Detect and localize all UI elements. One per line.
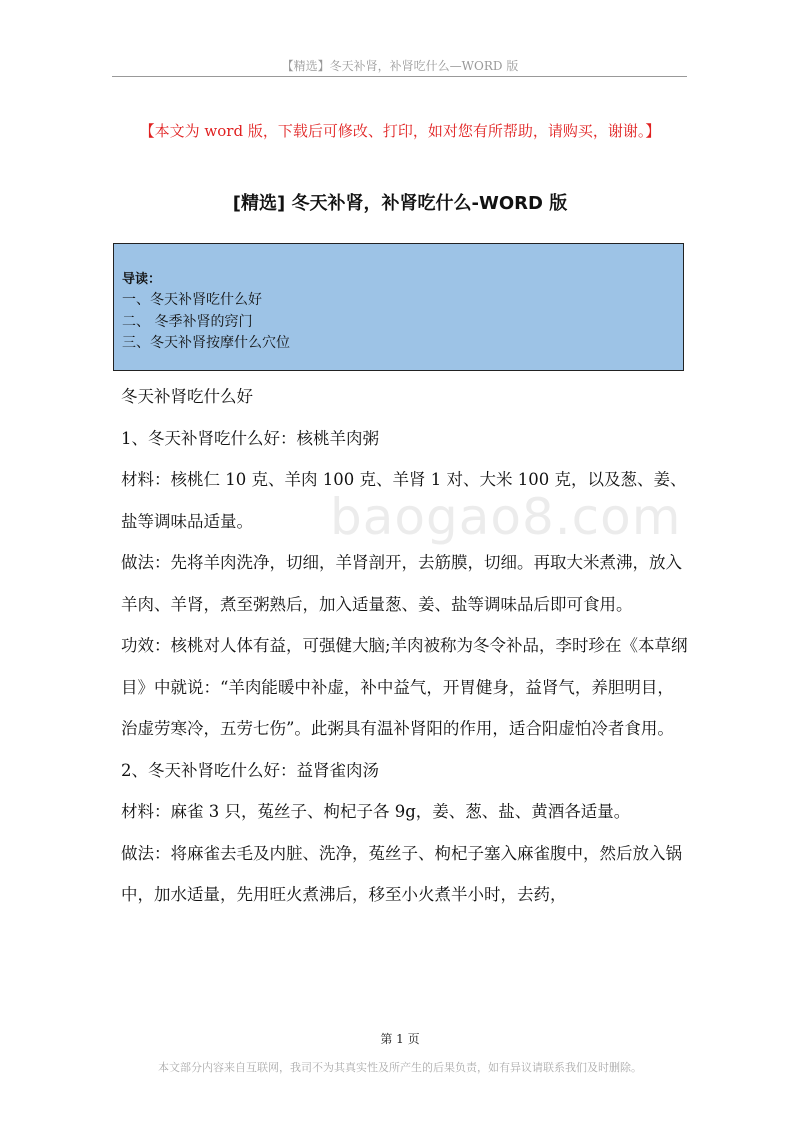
- guide-item: 二、 冬季补肾的窍门: [122, 314, 253, 330]
- paragraph: 做法：先将羊肉洗净，切细，羊肾剖开，去筋膜，切细。再取大米煮沸，放入羊肉、羊肾，煮至粥熟后，加入适量葱、姜、盐等调味品后即可食用。: [121, 553, 682, 614]
- guide-item: 三、冬天补肾按摩什么穴位: [122, 335, 290, 351]
- guide-label: 导读：: [122, 272, 162, 287]
- guide-item: 一、冬天补肾吃什么好: [122, 292, 262, 308]
- page-number: 第 1 页: [380, 1032, 420, 1046]
- paragraph: 做法：将麻雀去毛及内脏、洗净，菟丝子、枸杞子塞入麻雀腹中，然后放入锅中，加水适量，先用旺火煮沸后，移至小火煮半小时，去药，: [121, 843, 682, 904]
- section-heading: 冬天补肾吃什么好: [121, 387, 253, 406]
- document-body: [121, 376, 689, 916]
- paragraph: 材料：核桃仁 10 克、羊肉 100 克、羊肾 1 对、大米 100 克，以及葱、姜、盐等调味品适量。: [121, 470, 687, 531]
- page-header: 【精选】冬天补肾，补肾吃什么—WORD 版: [281, 59, 519, 73]
- watermark: baogao8.com: [330, 488, 682, 546]
- purchase-notice: 【本文为 word 版，下载后可修改、打印，如对您有所帮助，请购买，谢谢。】: [139, 122, 661, 140]
- document-title: [精选] 冬天补肾，补肾吃什么-WORD 版: [232, 193, 568, 214]
- recipe-heading: 1、冬天补肾吃什么好：核桃羊肉粥: [121, 428, 379, 448]
- paragraph: 材料：麻雀 3 只，菟丝子、枸杞子各 9g，姜、葱、盐、黄酒各适量。: [121, 802, 631, 821]
- header-divider: [112, 76, 687, 77]
- footer-disclaimer: 本文部分内容来自互联网，我司不为其真实性及所产生的后果负责，如有异议请联系我们及时删除。: [158, 1061, 642, 1074]
- paragraph: 功效：核桃对人体有益，可强健大脑;羊肉被称为冬令补品，李时珍在《本草纲目》中就说：“羊肉能暖中补虚，补中益气，开胃健身，益肾气，养胆明目，治虚劳寒冷，五劳七伤”。此粥具有温补肾阳的作用，适合阳虚怕冷者食用。: [121, 636, 688, 738]
- recipe-heading: 2、冬天补肾吃什么好：益肾雀肉汤: [121, 760, 379, 780]
- guide-box: [113, 243, 684, 371]
